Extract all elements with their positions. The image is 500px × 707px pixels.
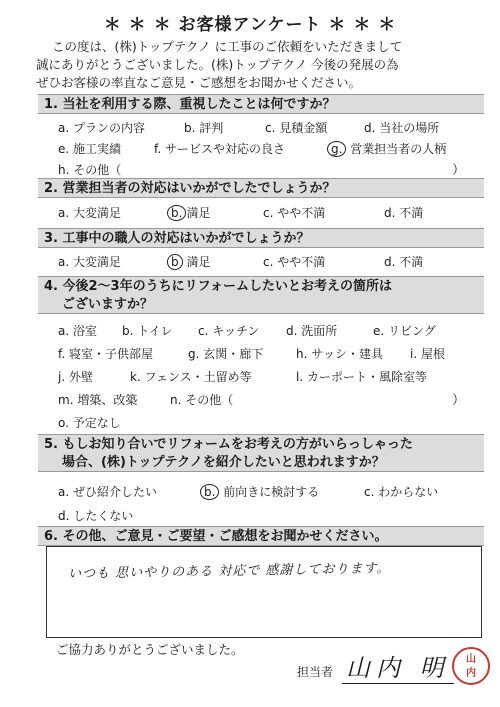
question-3: 3. 工事中の職人の対応はいかがでしょうか？ (38, 228, 484, 248)
handwritten-comment: いつも 思いやりのある 対応で 感謝しております。 (67, 561, 391, 582)
question-5-line-1: 5. もしお知り合いでリフォームをお考えの方がいらっしゃった (44, 437, 413, 452)
q5-option-c[interactable]: c. わからない (364, 485, 439, 499)
question-6: 6. その他、ご意見・ご要望・ご感想をお聞かせください。 (38, 526, 484, 546)
selection-circle: b. (167, 205, 186, 221)
q1-option-a[interactable]: a. プランの内容 (58, 121, 145, 135)
q2-option-c[interactable]: c. やや不満 (263, 206, 326, 220)
q1-option-f[interactable]: f. サービスや対応の良さ (154, 142, 285, 156)
q3-option-a[interactable]: a. 大変満足 (58, 255, 121, 269)
q4-option-a[interactable]: a. 浴室 (58, 324, 97, 338)
q1-option-h[interactable]: h. その他（ (58, 163, 122, 177)
thanks-message: ご協力ありがとうございました。 (56, 642, 244, 657)
q4-option-d[interactable]: d. 洗面所 (286, 324, 338, 338)
question-1: 1. 当社を利用する際、重視したことは何ですか？ (38, 94, 484, 114)
q5-option-b-selected[interactable]: b. 前向きに検討する (204, 483, 319, 500)
q4-option-i[interactable]: i. 屋根 (410, 347, 445, 361)
selection-circle: b. (200, 484, 219, 500)
close-paren: ） (452, 163, 466, 178)
seal-text: 山 内 (466, 654, 476, 679)
q4-option-e[interactable]: e. リビング (373, 324, 436, 338)
intro-line-1: この度は、(株)トップテクノ に工事のご依頼をいただきまして (52, 39, 403, 54)
q4-option-f[interactable]: f. 寝室・子供部屋 (58, 347, 153, 361)
q4-option-h[interactable]: h. サッシ・建具 (296, 347, 383, 361)
question-4-line-1: 4. 今後2〜3年のうちにリフォームしたいとお考えの箇所は (44, 279, 392, 294)
q4-option-m[interactable]: m. 増築、改築 (58, 393, 138, 407)
staff-signature: 山内 明 (342, 648, 454, 684)
q4-option-g[interactable]: g. 玄関・廊下 (188, 347, 264, 361)
q1-option-e[interactable]: e. 施工実績 (58, 142, 122, 156)
selection-circle: b (167, 254, 183, 270)
hanko-seal-icon (452, 647, 490, 685)
q4-option-n[interactable]: n. その他（ (170, 393, 234, 407)
q3-option-b-selected[interactable]: b 満足 (171, 253, 210, 270)
question-4-line-2: ございますか？ (62, 297, 154, 312)
q2-option-b-selected[interactable]: b. 満足 (171, 204, 210, 221)
q1-option-b[interactable]: b. 評判 (184, 121, 224, 135)
q4-option-o[interactable]: o. 予定なし (58, 416, 121, 430)
q4-option-b[interactable]: b. トイレ (122, 324, 173, 338)
q4-option-c[interactable]: c. キッチン (198, 324, 260, 338)
question-5 (38, 434, 484, 472)
survey-title: ＊ ＊ ＊ お客様アンケート ＊ ＊ ＊ (103, 15, 397, 35)
q5-option-d[interactable]: d. したくない (58, 509, 134, 523)
q3-option-d[interactable]: d. 不満 (384, 255, 424, 269)
close-paren: ） (452, 393, 466, 408)
question-2: 2. 営業担当者の対応はいかがでしたでしょうか？ (38, 178, 484, 198)
selection-circle: g. (327, 141, 346, 157)
q1-option-g-selected[interactable]: g. 営業担当者の人柄 (331, 140, 446, 157)
q1-option-d[interactable]: d. 当社の場所 (364, 121, 440, 135)
q4-option-j[interactable]: j. 外壁 (58, 370, 93, 384)
q3-option-c[interactable]: c. やや不満 (263, 255, 326, 269)
staff-label: 担当者 (297, 665, 334, 679)
q4-option-l[interactable]: l. カーポート・風除室等 (296, 370, 427, 384)
q5-option-a[interactable]: a. ぜひ紹介したい (58, 485, 157, 499)
question-4 (38, 276, 484, 314)
q2-option-a[interactable]: a. 大変満足 (58, 206, 121, 220)
intro-line-2: 誠にありがとうございました。(株)トップテクノ 今後の発展の為 (36, 57, 399, 72)
q1-option-c[interactable]: c. 見積金額 (265, 121, 328, 135)
question-5-line-2: 場合、(株)トップテクノを紹介したいと思われますか？ (62, 455, 385, 470)
intro-line-3: ぜひお客様の率直なご意見・ご感想をお聞かせください。 (36, 75, 362, 90)
q4-option-k[interactable]: k. フェンス・土留め等 (130, 370, 252, 384)
q2-option-d[interactable]: d. 不満 (384, 206, 424, 220)
